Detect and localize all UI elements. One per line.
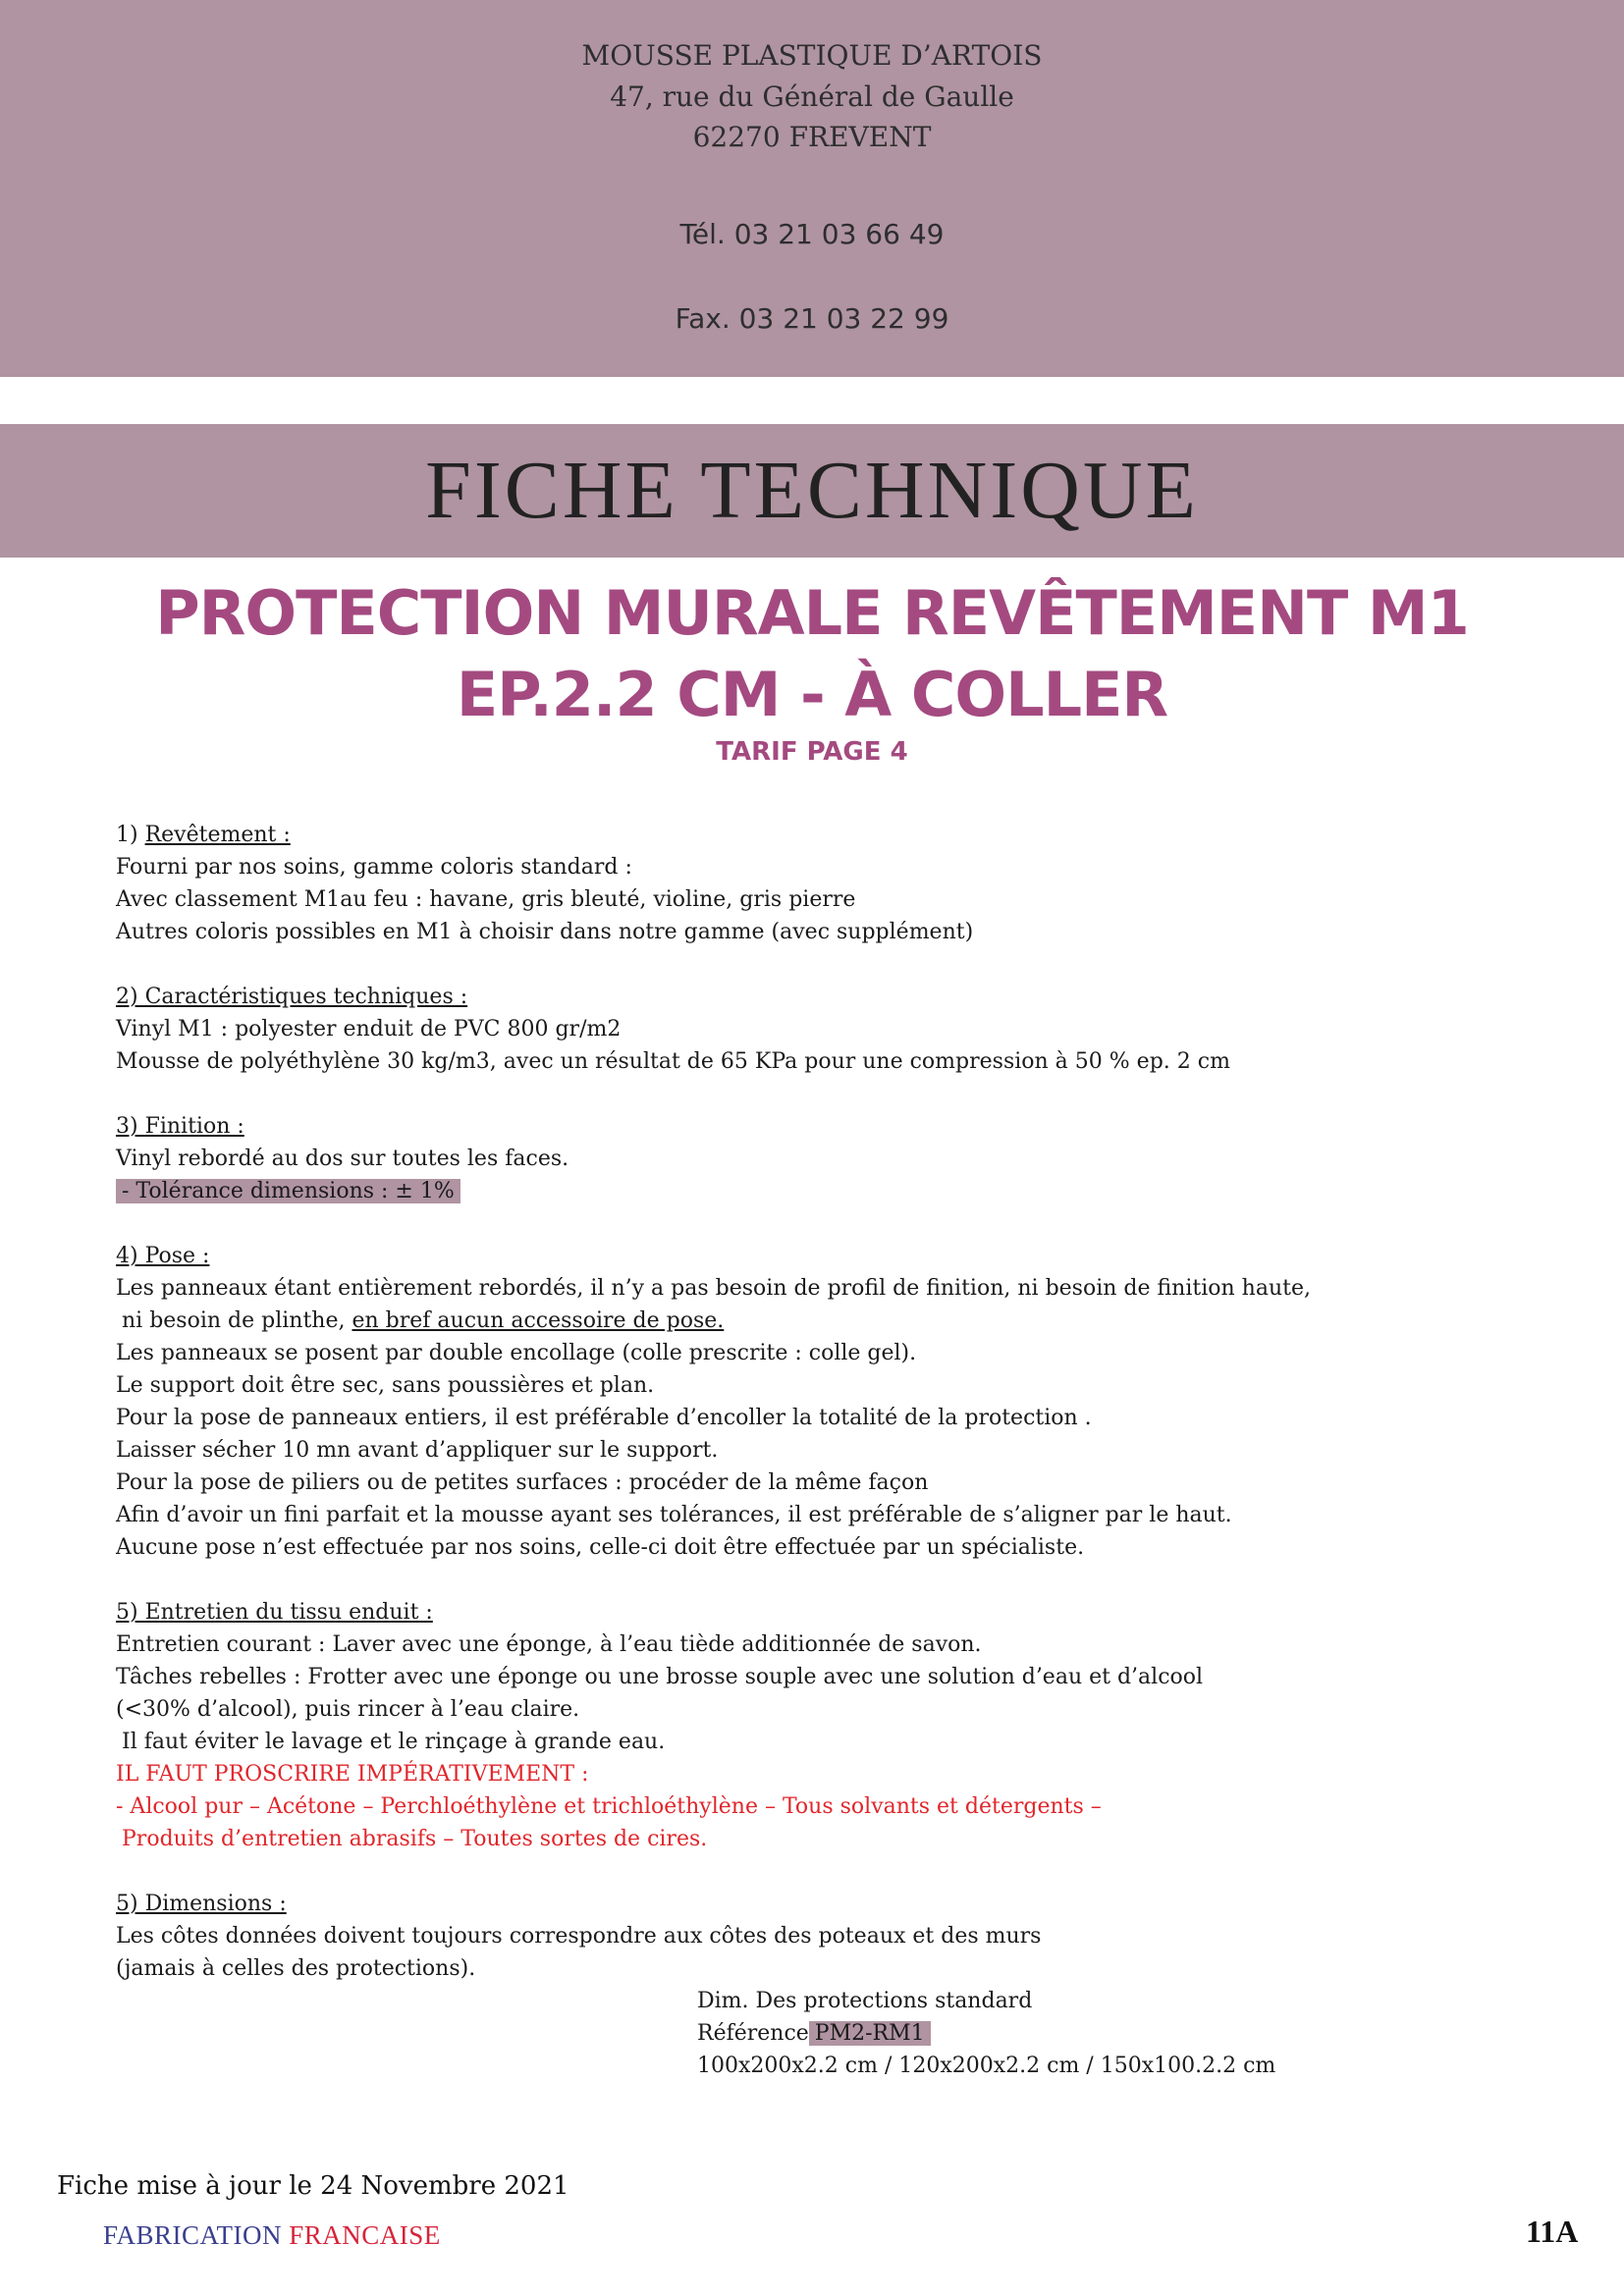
- reference-line: [116, 2017, 1510, 2050]
- text-line: Pour la pose de piliers ou de petites surfaces : procéder de la même façon: [116, 1470, 929, 1495]
- text-line: Afin d’avoir un fini parfait et la mousse ayant ses tolérances, il est préférable de s’aligner par le haut.: [116, 1503, 1232, 1527]
- section-heading: [116, 819, 1510, 851]
- text-fragment: ni besoin de plinthe,: [122, 1308, 352, 1333]
- text-line: Avec classement M1au feu : havane, gris bleuté, violine, gris pierre: [116, 887, 856, 912]
- product-title-line1: PROTECTION MURALE REVÊTEMENT M1: [155, 577, 1469, 649]
- title-band: [0, 424, 1624, 558]
- warning-line: IL FAUT PROSCRIRE IMPÉRATIVEMENT :: [116, 1762, 589, 1787]
- tolerance-highlight: - Tolérance dimensions : ± 1%: [116, 1179, 460, 1203]
- reference-value: PM2-RM1: [809, 2021, 931, 2046]
- section-heading: 3) Finition :: [116, 1114, 244, 1139]
- section-caracteristiques: [116, 981, 1510, 1078]
- fabrication-francaise: [103, 2220, 441, 2251]
- text-line: Mousse de polyéthylène 30 kg/m3, avec un résultat de 65 KPa pour une compression à 50 % ep. 2 cm: [116, 1049, 1230, 1074]
- text-line: Fourni par nos soins, gamme coloris standard :: [116, 855, 632, 880]
- section-heading: 2) Caractéristiques techniques :: [116, 985, 468, 1009]
- company-fax: Fax. 03 21 03 22 99: [675, 302, 949, 335]
- standard-sizes: 100x200x2.2 cm / 120x200x2.2 cm / 150x100.2.2 cm: [697, 2054, 1276, 2078]
- section-revetement: [116, 819, 1510, 948]
- tarif-reference: TARIF PAGE 4: [716, 737, 908, 767]
- company-phone: Tél. 03 21 03 66 49: [679, 218, 945, 250]
- text-line: Entretien courant : Laver avec une éponge, à l’eau tiède additionnée de savon.: [116, 1632, 982, 1657]
- standard-dimensions-label: Dim. Des protections standard: [697, 1989, 1033, 2013]
- company-name: MOUSSE PLASTIQUE D’ARTOIS: [581, 39, 1043, 72]
- text-line: Aucune pose n’est effectuée par nos soins, celle-ci doit être effectuée par un spécialiste.: [116, 1535, 1085, 1560]
- text-line: (jamais à celles des protections).: [116, 1956, 476, 1981]
- section-heading: 5) Entretien du tissu enduit :: [116, 1600, 433, 1625]
- text-line: Vinyl M1 : polyester enduit de PVC 800 gr/m2: [116, 1017, 622, 1041]
- warning-line: - Alcool pur – Acétone – Perchloéthylène et trichloéthylène – Tous solvants et détergents –: [116, 1794, 1102, 1819]
- section-pose: [116, 1240, 1510, 1564]
- section-number: 1): [116, 823, 145, 847]
- company-city: 62270 FREVENT: [692, 121, 932, 153]
- text-line: Les panneaux étant entièrement rebordés, il n’y a pas besoin de profil de finition, ni besoin de finition haute,: [116, 1276, 1311, 1301]
- page-number: 11A: [1526, 2214, 1579, 2249]
- text-line: Les côtes données doivent toujours correspondre aux côtes des poteaux et des murs: [116, 1924, 1042, 1949]
- text-line: Vinyl rebordé au dos sur toutes les faces.: [116, 1147, 569, 1171]
- text-line: Le support doit être sec, sans poussières et plan.: [116, 1373, 655, 1398]
- section-entretien: [116, 1596, 1510, 1855]
- company-address: 47, rue du Général de Gaulle: [610, 80, 1014, 113]
- section-finition: [116, 1110, 1510, 1207]
- document-body: [116, 819, 1510, 2114]
- page-title: FICHE TECHNIQUE: [425, 445, 1199, 536]
- section-dimensions: [116, 1888, 1510, 2082]
- section-heading: 4) Pose :: [116, 1244, 210, 1268]
- text-line: Tâches rebelles : Frotter avec une éponge ou une brosse souple avec une solution d’eau et d’alcool: [116, 1665, 1204, 1689]
- reference-label: Référence: [697, 2021, 809, 2046]
- text-line: (<30% d’alcool), puis rincer à l’eau claire.: [116, 1697, 580, 1722]
- fabrication-word: FABRICATION: [103, 2220, 283, 2250]
- text-line: Autres coloris possibles en M1 à choisir dans notre gamme (avec supplément): [116, 920, 974, 944]
- underlined-text: en bref aucun accessoire de pose.: [352, 1308, 725, 1333]
- text-line: Pour la pose de panneaux entiers, il est préférable d’encoller la totalité de la protection .: [116, 1406, 1092, 1430]
- section-heading-text: Revêtement :: [144, 823, 291, 847]
- francaise-word: FRANCAISE: [289, 2220, 441, 2250]
- section-heading: 5) Dimensions :: [116, 1892, 287, 1916]
- text-line: Laisser sécher 10 mn avant d’appliquer sur le support.: [116, 1438, 719, 1463]
- text-line: Il faut éviter le lavage et le rinçage à grande eau.: [122, 1730, 666, 1754]
- text-line: Les panneaux se posent par double encollage (colle prescrite : colle gel).: [116, 1341, 917, 1365]
- warning-line: Produits d’entretien abrasifs – Toutes sortes de cires.: [122, 1827, 708, 1851]
- text-line: [116, 1305, 1510, 1337]
- product-title-line2: EP.2.2 CM - À COLLER: [456, 659, 1168, 730]
- header-band: [0, 0, 1624, 377]
- update-date: Fiche mise à jour le 24 Novembre 2021: [57, 2171, 569, 2201]
